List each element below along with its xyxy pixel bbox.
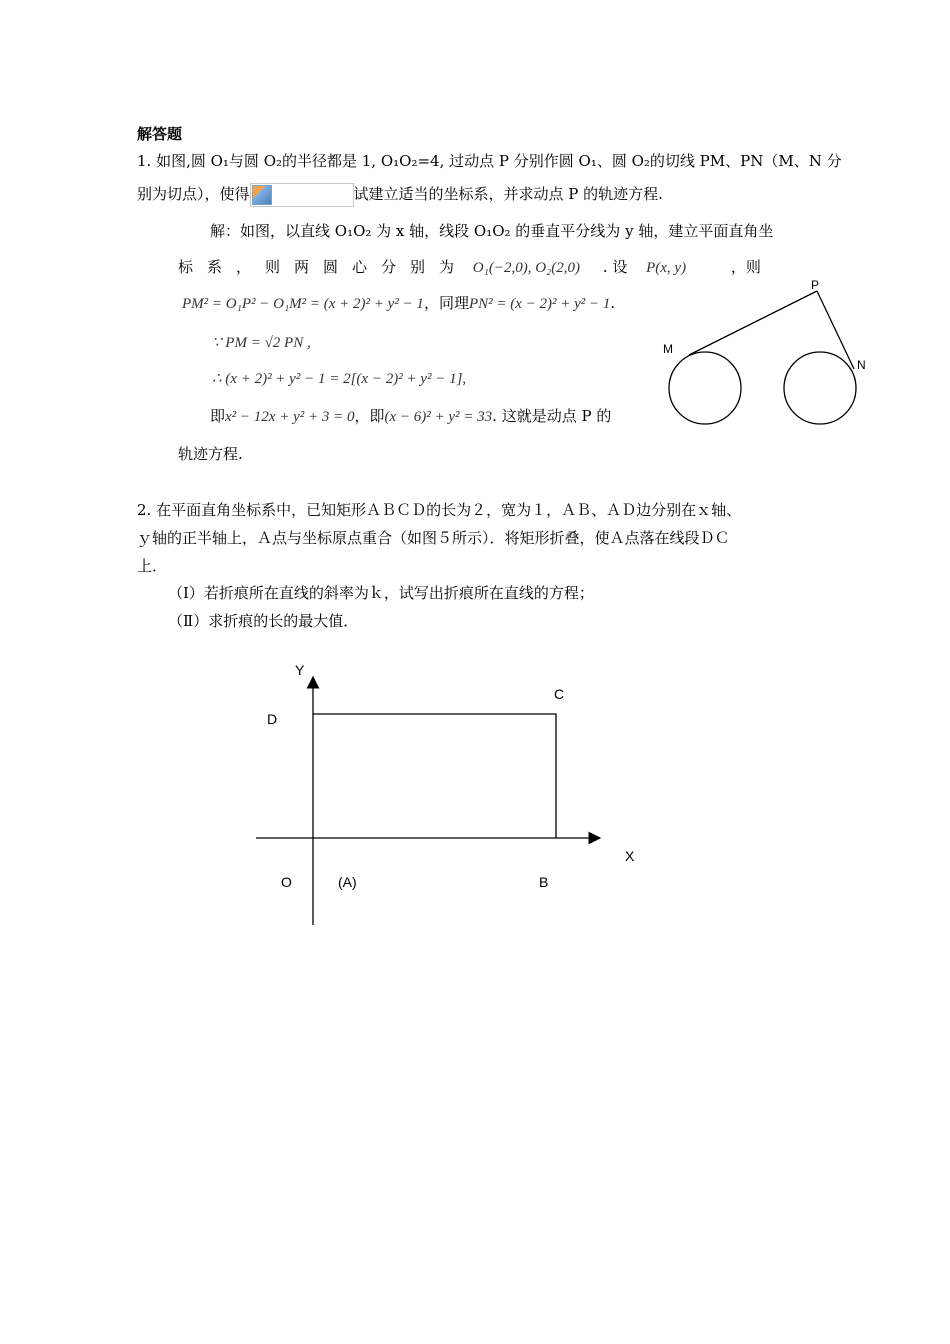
q1-last-line: 轨迹方程.	[178, 445, 243, 463]
label-y-axis: Y	[295, 662, 305, 678]
circle-o2	[784, 352, 856, 424]
q1-ji-end: . 这就是动点 P 的	[492, 407, 612, 425]
tangent-pn	[817, 291, 854, 369]
q1-sol2-text-b: . 设	[602, 258, 628, 276]
q1-because: ∵ PM = √2 PN ,	[212, 335, 311, 351]
q1-solution-line1: 解：如图，以直线 O₁O₂ 为 x 轴，线段 O₁O₂ 的垂直平分线为 y 轴，建立平面直角坐	[210, 222, 774, 240]
circle-o1	[669, 352, 741, 424]
section-title: 解答题	[137, 125, 183, 143]
q1-line2-pre: 别为切点），使得	[137, 185, 250, 203]
q1-sol3-mid: ，同理	[423, 294, 469, 312]
q1-ji-mid: ，即	[354, 407, 385, 425]
q1-figure	[655, 275, 875, 435]
label-x-axis: X	[625, 848, 635, 864]
q1-ji-pre: 即	[210, 407, 226, 425]
q1-line1: 1. 如图,圆 O₁与圆 O₂的半径都是 1, O₁O₂=4, 过动点 P 分别作圆 O₁、圆 O₂的切线 PM、PN（M、N 分	[137, 152, 842, 170]
q2-line3: 上．	[137, 557, 168, 575]
q1-pm-squared: PM² = O₁P² − O₁M² = (x + 2)² + y² − 1	[182, 296, 424, 312]
q1-sol3-end: .	[610, 294, 616, 312]
q1-pn-squared: PN² = (x − 2)² + y² − 1	[468, 296, 611, 312]
q2-part2: （Ⅱ）求折痕的长的最大值．	[168, 612, 359, 630]
q1-sol2-point: P(x, y)	[646, 260, 687, 276]
rectangle-abcd	[313, 714, 556, 838]
q1-line2	[137, 183, 663, 207]
label-c: C	[554, 686, 565, 702]
q1-result-line	[210, 406, 611, 427]
q2-figure	[250, 655, 650, 935]
label-d: D	[267, 711, 278, 727]
label-o: O	[281, 874, 292, 890]
q2-line1: 2. 在平面直角坐标系中，已知矩形ＡＢＣＤ的长为２，宽为１，ＡＢ、ＡＤ边分别在ｘ轴、	[137, 501, 742, 519]
q2-line2: ｙ轴的正半轴上，Ａ点与坐标原点重合（如图５所示）．将矩形折叠，使Ａ点落在线段ＤＣ	[137, 529, 730, 547]
label-b: B	[539, 874, 549, 890]
label-m: M	[663, 342, 673, 356]
tangent-pm	[689, 291, 817, 355]
q1-equation-2: (x − 6)² + y² = 33	[384, 409, 493, 425]
label-n: N	[857, 358, 866, 372]
q1-sol2-text-c: ，则	[730, 258, 761, 276]
q1-line2-post: 试建立适当的坐标系，并求动点 P 的轨迹方程.	[353, 185, 663, 203]
q1-sol2-text-a: 标系，则两圆心分别为	[178, 258, 469, 276]
label-p: P	[811, 278, 820, 292]
q1-equation-1: x² − 12x + y² + 3 = 0	[225, 409, 355, 425]
q1-sol2-centers: O₁(−2,0), O₂(2,0)	[472, 260, 580, 276]
broken-image-icon	[250, 183, 354, 207]
q2-part1: （Ⅰ）若折痕所在直线的斜率为ｋ，试写出折痕所在直线的方程；	[168, 584, 594, 602]
q1-therefore: ∴ (x + 2)² + y² − 1 = 2[(x − 2)² + y² − 1],	[212, 371, 467, 387]
label-a: (A)	[338, 874, 357, 890]
q1-solution-line3	[182, 293, 615, 314]
